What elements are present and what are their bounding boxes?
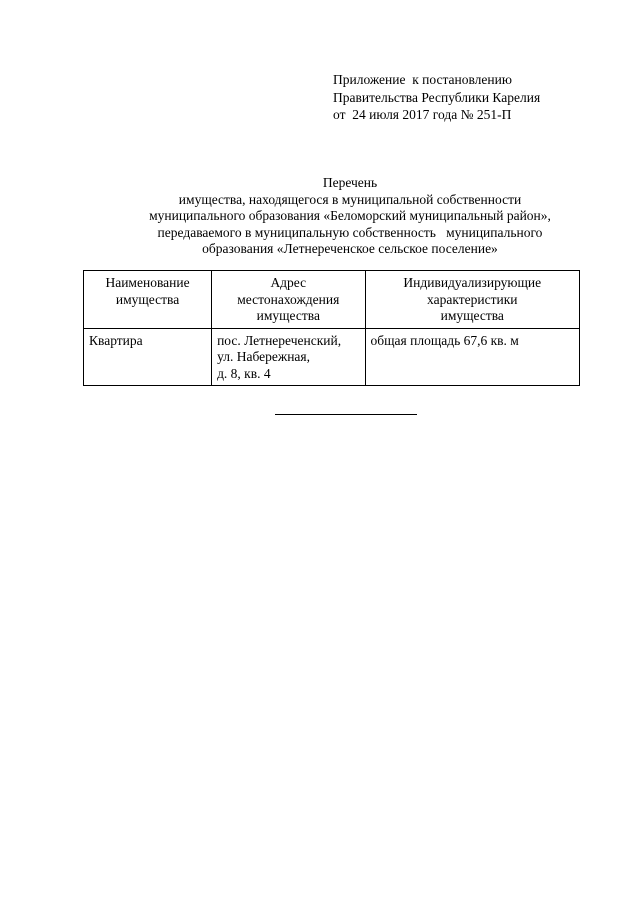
cell-address [212,328,365,386]
document-heading [100,175,600,258]
appendix-line: от 24 июля 2017 года № 251-П [333,107,512,122]
table-header-row [84,271,580,329]
header-address [212,271,365,329]
cell-property-name [84,328,212,386]
header-text: Адрес [270,275,307,290]
header-text: Наименование [105,275,190,290]
header-text: Индивидуализирующие [403,275,542,290]
cell-characteristics [365,328,579,386]
appendix-line: Приложение к постановлению [333,72,512,87]
header-text: имущества [440,308,504,323]
appendix-line: Правительства Республики Карелия [333,89,541,105]
heading-title: Перечень [322,175,378,190]
heading-line: образования «Летнереченское сельское поселение» [202,241,498,256]
property-table [83,270,580,386]
header-text: имущества [256,308,320,323]
cell-text: д. 8, кв. 4 [217,365,271,381]
heading-line: имущества, находящегося в муниципальной собственности [178,191,522,207]
header-property-name [84,271,212,329]
heading-line: муниципального образования «Беломорский муниципальный район», [149,208,551,223]
cell-text: Квартира [89,332,143,348]
header-text: характеристики [427,291,518,307]
heading-line: передаваемого в муниципальную собственность муниципального [157,224,543,240]
header-text: местонахождения [237,291,340,307]
cell-text: пос. Летнереченский, [217,332,342,348]
header-text: имущества [115,291,180,307]
header-characteristics [365,271,579,329]
table-row [84,328,580,386]
end-separator-line [275,414,417,415]
cell-text: ул. Набережная, [217,349,311,364]
appendix-note [333,71,540,124]
cell-text: общая площадь 67,6 кв. м [370,332,519,348]
